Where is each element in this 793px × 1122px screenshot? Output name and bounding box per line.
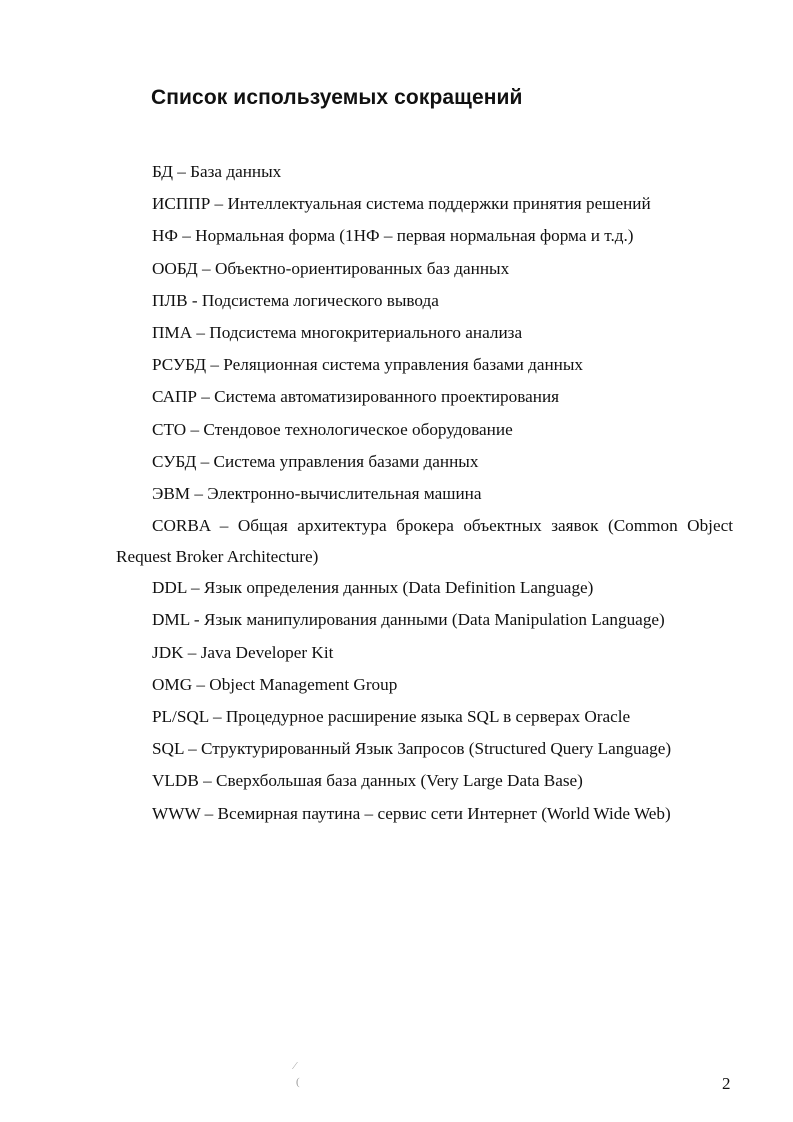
abbreviation-item: СУБД – Система управления базами данных — [152, 451, 479, 471]
abbreviation-list — [116, 156, 733, 830]
abbreviation-item: СТО – Стендовое технологическое оборудование — [152, 419, 513, 439]
abbreviation-item: DDL – Язык определения данных (Data Definition Language) — [152, 578, 594, 598]
scan-artifact: ⁄ — [294, 1060, 296, 1072]
abbreviation-item: JDK – Java Developer Kit — [152, 642, 334, 662]
abbreviation-item: РСУБД – Реляционная система управления базами данных — [152, 355, 584, 375]
abbreviation-item: OMG – Object Management Group — [152, 674, 398, 694]
abbreviation-item: PL/SQL – Процедурное расширение языка SQL в серверах Oracle — [152, 707, 631, 727]
abbreviation-item: CORBA – Общая архитектура брокера объектных заявок (Common Object Request Broker Architecture) — [116, 516, 733, 567]
abbreviation-item: ПМА – Подсистема многокритериального анализа — [152, 323, 523, 343]
abbreviation-item: САПР – Система автоматизированного проектирования — [152, 387, 560, 407]
page-number: 2 — [722, 1074, 731, 1093]
page-title: Список используемых сокращений — [151, 86, 523, 109]
abbreviation-item: ПЛВ - Подсистема логического вывода — [152, 290, 439, 310]
abbreviation-item: БД – База данных — [152, 162, 282, 181]
abbreviation-item: ООБД – Объектно-ориентированных баз данных — [152, 258, 510, 278]
abbreviation-item: WWW – Всемирная паутина – сервис сети Интернет (World Wide Web) — [152, 803, 671, 823]
scan-artifact: ( — [296, 1076, 300, 1088]
abbreviation-item: НФ – Нормальная форма (1НФ – первая нормальная форма и т.д.) — [152, 226, 634, 246]
abbreviation-item: ИСППР – Интеллектуальная система поддержки принятия решений — [152, 194, 651, 214]
abbreviation-item: SQL – Структурированный Язык Запросов (Structured Query Language) — [152, 739, 672, 759]
abbreviation-item: DML - Язык манипулирования данными (Data Manipulation Language) — [152, 610, 665, 630]
abbreviation-item: VLDB – Сверхбольшая база данных (Very Large Data Base) — [152, 771, 583, 791]
abbreviation-item: ЭВМ – Электронно-вычислительная машина — [152, 484, 482, 504]
